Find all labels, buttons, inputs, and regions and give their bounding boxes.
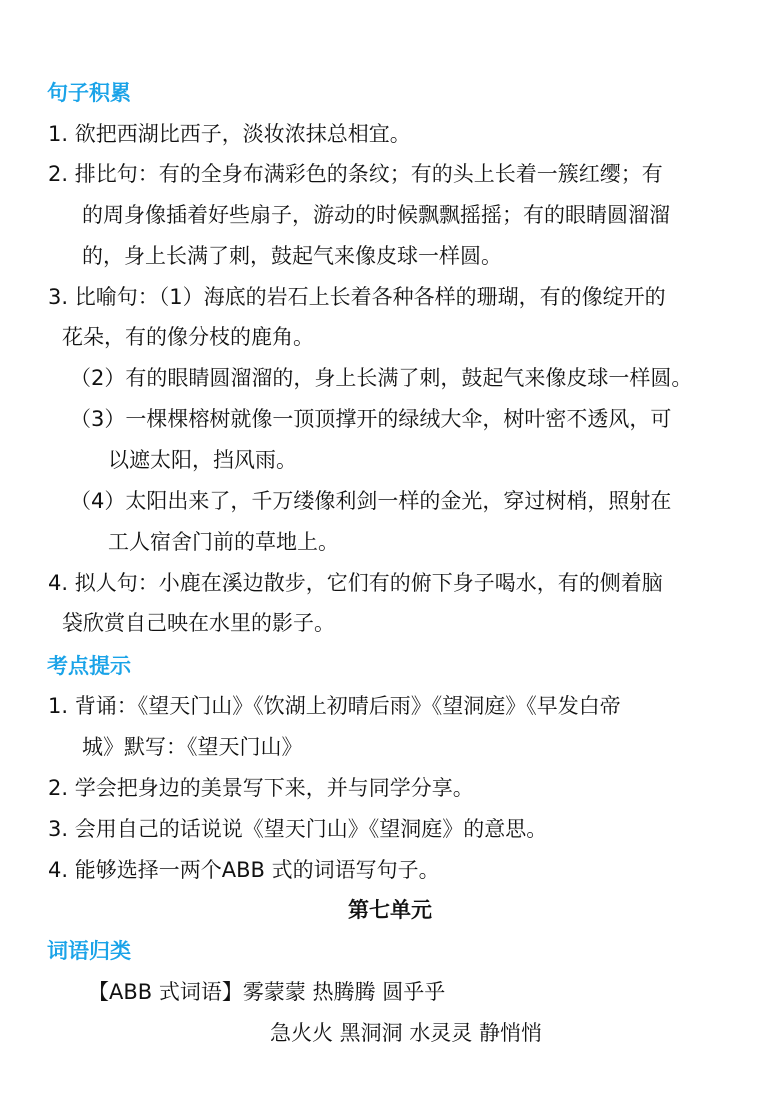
unit-title: 第七单元 [348,898,432,922]
exam-2: 2. 学会把身边的美景写下来，并与同学分享。 [48,776,474,800]
sentences-heading: 句子积累 [47,81,131,105]
sentence-3-line-1: 3. 比喻句：（1）海底的岩石上长着各种各样的珊瑚，有的像绽开的 [48,285,666,309]
sentence-2-line-1: 2. 排比句：有的全身布满彩色的条纹；有的头上长着一簇红缨；有 [48,162,663,186]
sentence-3-item-3-line-1: （3）一棵棵榕树就像一顶顶撑开的绿绒大伞，树叶密不透风，可 [70,407,672,431]
exam-1-line-1: 1. 背诵：《望天门山》《饮湖上初晴后雨》《望洞庭》《早发白帝 [48,694,621,718]
sentence-3-item-2: （2）有的眼睛圆溜溜的，身上长满了刺，鼓起气来像皮球一样圆。 [70,366,693,390]
exam-heading: 考点提示 [47,654,131,678]
sentence-3-line-2: 花朵，有的像分枝的鹿角。 [62,325,314,349]
exam-3: 3. 会用自己的话说说《望天门山》《望洞庭》的意思。 [48,817,548,841]
vocab-heading: 词语归类 [47,939,131,963]
exam-1-line-2: 城》默写：《望天门山》 [82,735,303,759]
sentence-4-line-1: 4. 拟人句：小鹿在溪边散步，它们有的俯下身子喝水，有的侧着脑 [48,571,663,595]
sentence-4-line-2: 袋欣赏自己映在水里的影子。 [62,611,335,635]
sentence-3-item-3-line-2: 以遮太阳，挡风雨。 [108,448,297,472]
sentence-2-line-3: 的，身上长满了刺，鼓起气来像皮球一样圆。 [82,244,502,268]
sentence-3-item-4-line-2: 工人宿舍门前的草地上。 [108,530,339,554]
exam-4: 4. 能够选择一两个ABB 式的词语写句子。 [48,858,440,882]
sentence-3-item-4-line-1: （4）太阳出来了，千万缕像利剑一样的金光，穿过树梢，照射在 [70,489,672,513]
sentence-1: 1. 欲把西湖比西子，淡妆浓抹总相宜。 [48,122,411,146]
vocab-line-1: 【ABB 式词语】雾蒙蒙 热腾腾 圆乎乎 [88,980,446,1004]
vocab-line-2: 急火火 黑洞洞 水灵灵 静悄悄 [270,1021,543,1045]
sentence-2-line-2: 的周身像插着好些扇子，游动的时候飘飘摇摇；有的眼睛圆溜溜 [82,203,670,227]
